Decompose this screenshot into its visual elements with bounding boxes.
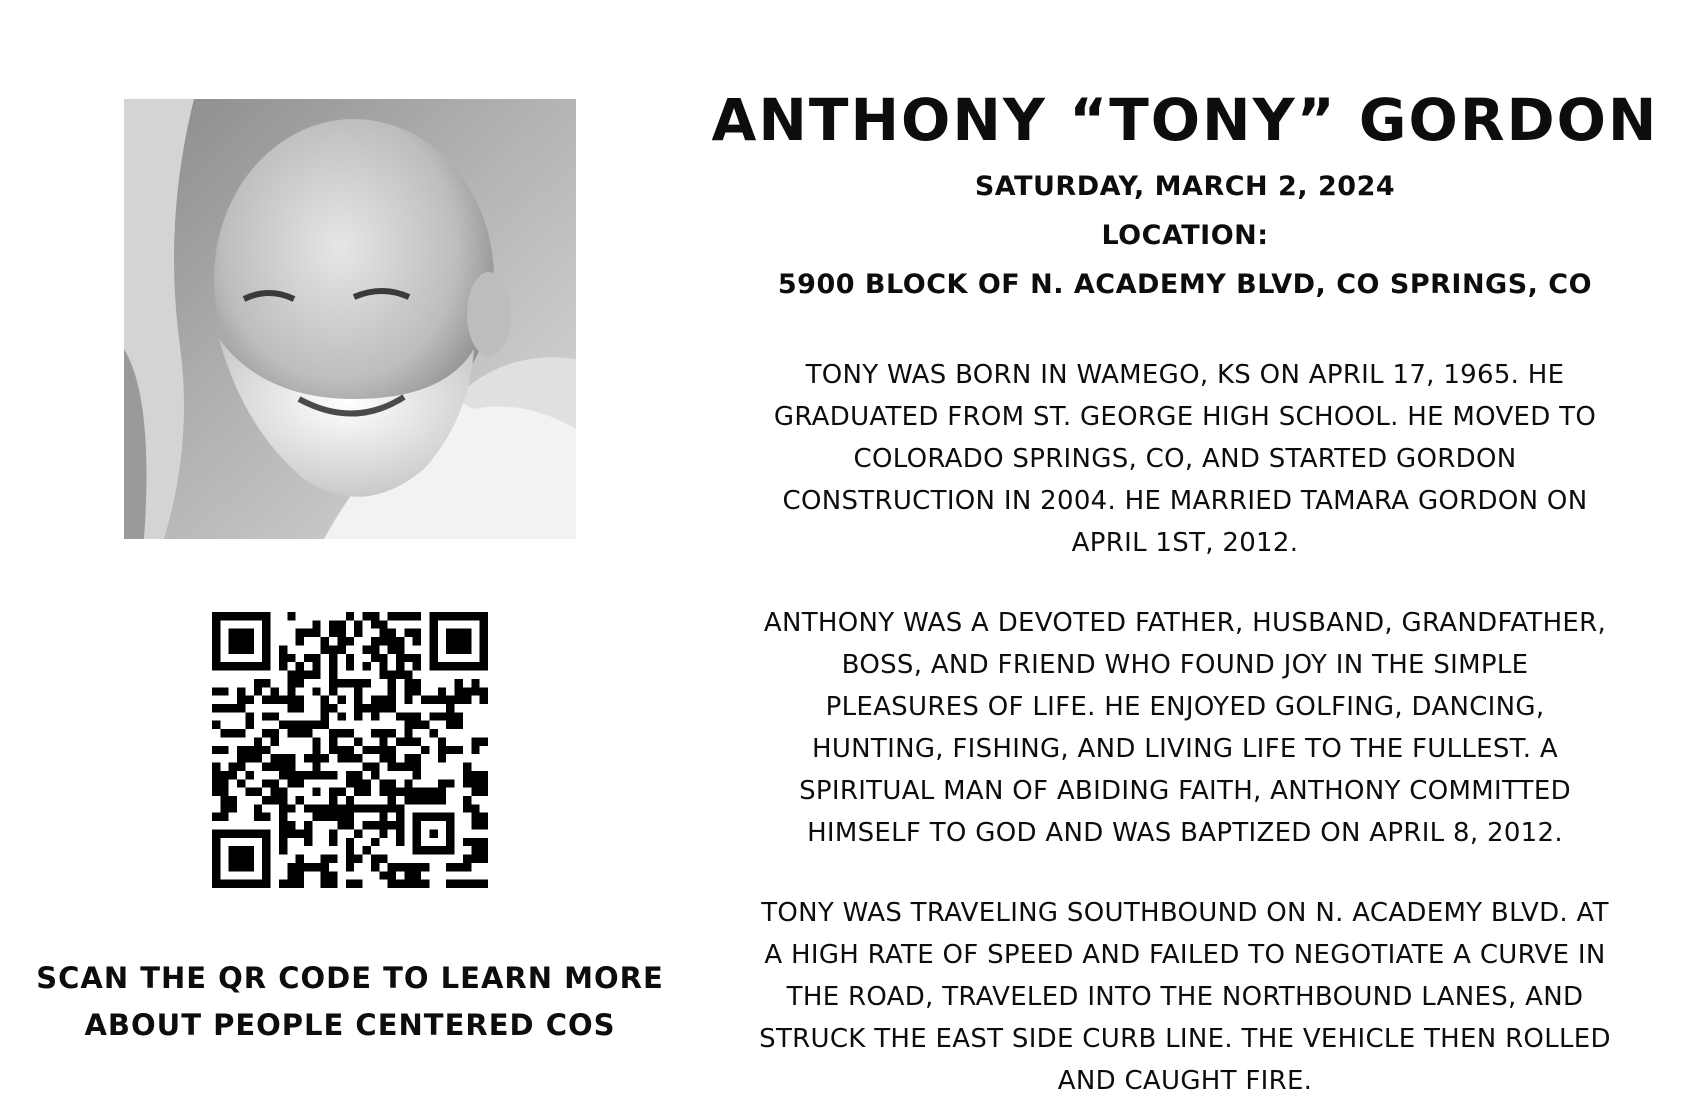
bio-paragraph-birth: TONY WAS BORN IN WAMEGO, KS ON APRIL 17, 1965. HE GRADUATED FROM ST. GEORGE HIGH SCHOOL. HE MOVED TO COLORADO SPRINGS, CO, AND STARTED GORDON CONSTRUCTION IN 2004. HE MARRIED TAMARA GORDON ON APRIL 1ST, 2012. <box>773 360 1597 558</box>
deceased-name: ANTHONY “TONY” GORDON <box>711 86 1659 154</box>
portrait-photo <box>124 99 576 539</box>
qr-code[interactable] <box>212 612 488 888</box>
obituary-panel <box>705 80 1665 1102</box>
memorial-date: SATURDAY, MARCH 2, 2024 <box>974 171 1396 202</box>
bio-paragraph-incident: TONY WAS TRAVELING SOUTHBOUND ON N. ACADEMY BLVD. AT A HIGH RATE OF SPEED AND FAILED TO NEGOTIATE A CURVE IN THE ROAD, TRAVELED INTO THE NORTHBOUND LANES, AND STRUCK THE EAST SIDE CURB LINE. THE VEHICLE THEN ROLLED AND CAUGHT FIRE. <box>759 898 1611 1096</box>
qr-caption: SCAN THE QR CODE TO LEARN MORE ABOUT PEOPLE CENTERED COS <box>36 961 664 1042</box>
left-column <box>0 0 690 1100</box>
location-address: 5900 BLOCK OF N. ACADEMY BLVD, CO SPRINGS, CO <box>777 269 1593 300</box>
location-label: LOCATION: <box>1101 220 1269 251</box>
bio-paragraph-life: ANTHONY WAS A DEVOTED FATHER, HUSBAND, GRANDFATHER, BOSS, AND FRIEND WHO FOUND JOY IN THE SIMPLE PLEASURES OF LIFE. HE ENJOYED GOLFING, DANCING, HUNTING, FISHING, AND LIVING LIFE TO THE FULLEST. A SPIRITUAL MAN OF ABIDING FAITH, ANTHONY COMMITTED HIMSELF TO GOD AND WAS BAPTIZED ON APRIL 8, 2012. <box>763 608 1607 848</box>
